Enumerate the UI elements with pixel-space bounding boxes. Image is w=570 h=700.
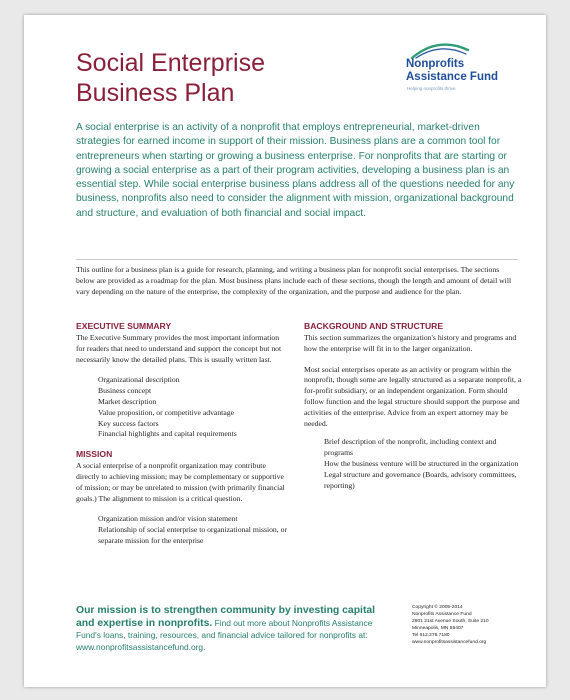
logo-name-line-1: Nonprofits xyxy=(406,58,465,70)
mission-heading: MISSION xyxy=(76,449,113,460)
list-item: Business concept xyxy=(98,386,152,396)
mission-text: A social enterprise of a nonprofit organization may contribute directly to achieving mission; may be complementary or supportive of mission; or may be unrelated to mission (with primarily financial goals.) The alignment to mission is a critical question. xyxy=(76,461,285,503)
org-name: Nonprofits Assistance Fund xyxy=(412,612,472,617)
street-address: 2801 21st Avenue South, Suite 210 xyxy=(412,619,489,624)
title-line-2: Business Plan xyxy=(76,79,235,107)
document-page xyxy=(24,15,546,687)
copyright-text: Copyright © 2005-2014 xyxy=(412,605,463,610)
phone-number: Tel 612.278.7180 xyxy=(412,633,450,638)
left-column xyxy=(76,321,288,556)
background-text-2: Most social enterprises operate as an activity or program within the nonprofit, though some are legally structured as a separate nonprofit, a for-profit subsidiary, or an independent organization. Form should follow function and the legal structure should support the purpose and activities of the enterprise. Advice from an expert attorney may be needed. xyxy=(304,364,522,428)
mission-footer xyxy=(76,605,396,654)
executive-summary-text: The Executive Summary provides the most important information for readers that need to understand and support the concept but not necessarily know the detailed plans. This is usually written last. xyxy=(76,333,282,364)
outline-paragraph: This outline for a business plan is a guide for research, planning, and writing a business plan for nonprofit social enterprises. The sections below are provided as a roadmap for the plan. Most business plans include each of these sections, though the length and amount of detail will vary depending on the nature of the enterprise, the complexity of the organization, and the purpose and audience for the plan. xyxy=(76,265,512,296)
organization-logo xyxy=(406,40,516,92)
contact-block xyxy=(412,604,522,646)
city-address: Minneapolis, MN 55407 xyxy=(412,626,464,631)
executive-summary-list xyxy=(76,375,288,440)
list-item: How the business venture will be structured in the organization xyxy=(324,458,519,468)
section-divider xyxy=(76,259,518,260)
logo-arc-icon xyxy=(410,40,470,60)
list-item: Financial highlights and capital requirements xyxy=(98,429,237,439)
background-text-1: This section summarizes the organization's history and programs and how the enterprise will fit in to the larger organization. xyxy=(304,333,517,353)
intro-paragraph: A social enterprise is an activity of a nonprofit that employs entrepreneurial, market-driven strategies for earned income in support of their mission. Business plans are a common tool for entrepreneurs when starting or growing a business enterprise. For nonprofits that are starting or growing a social enterprise as a part of their program activities, developing a business plan is an essential step. While social enterprise business plans address all of the questions needed for any business, nonprofits also need to consider the alignment with mission, organizational background and structure, and evaluation of both financial and social impact. xyxy=(76,122,515,219)
mission-statement: Our mission is to strengthen community by investing capital and expertise in nonprofits. xyxy=(76,605,376,629)
logo-tagline: Helping nonprofits thrive xyxy=(407,86,456,91)
background-list xyxy=(304,437,522,491)
logo-name-line-2: Assistance Fund xyxy=(406,71,499,83)
executive-summary-heading: EXECUTIVE SUMMARY xyxy=(76,321,172,331)
background-structure-heading: BACKGROUND AND STRUCTURE xyxy=(304,321,444,331)
page-title xyxy=(76,48,265,108)
mission-list xyxy=(76,514,288,546)
logo-wordmark xyxy=(406,58,526,84)
list-item: Organizational description xyxy=(98,375,180,385)
list-item: Brief description of the nonprofit, including context and programs xyxy=(324,437,497,458)
list-item: Organization mission and/or vision statement xyxy=(98,514,238,524)
mission-details: Find out more about Nonprofits Assistance Fund's loans, training, resources, and financial advice tailored for nonprofits at: www.nonprofitsassistancefund.org. xyxy=(76,617,373,652)
list-item: Market description xyxy=(98,396,157,406)
title-line-1: Social Enterprise xyxy=(76,49,265,77)
right-column xyxy=(304,321,522,491)
list-item: Legal structure and governance (Boards, advisory committees, reporting) xyxy=(324,469,517,490)
list-item: Value proposition, or competitive advantage xyxy=(98,407,234,417)
list-item: Relationship of social enterprise to organizational mission, or separate mission for the enterprise xyxy=(98,525,288,545)
website-url: www.nonprofitsassistancefund.org xyxy=(412,640,487,645)
list-item: Key success factors xyxy=(98,418,159,428)
